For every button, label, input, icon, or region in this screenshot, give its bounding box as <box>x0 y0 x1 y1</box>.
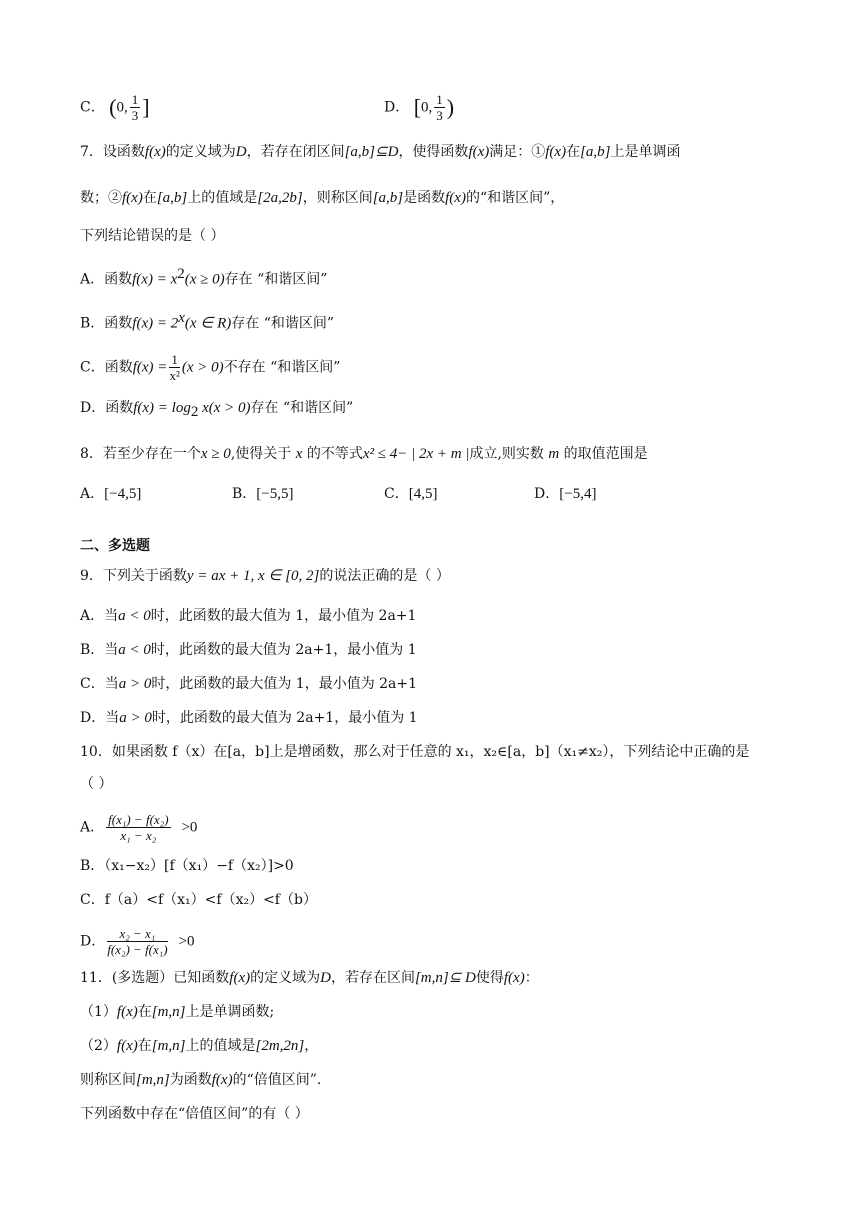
q10-option-a: A． $\frac{\text{f(x₁) − f(x₂)}}{\text{x₁ − x₂}}$ >0 <box>80 812 198 843</box>
section-heading: 二、多选题 <box>80 538 150 554</box>
q6-option-c: C． (0, $\frac{1}{3}$ ] <box>80 92 150 123</box>
q10-option-d: D． $\frac{\text{x₂ − x₁}}{\text{f(x₂) − f(x₁)}}$ >0 <box>80 926 195 957</box>
fraction: $\frac{\text{f(x₁) − f(x₂)}}{\text{x₁ − x₂}}$ <box>108 812 169 843</box>
q11-conclusion: 则称区间[m,n]为函数f(x)的“倍值区间”. <box>80 1072 322 1088</box>
q11-stem: 11．(多选题）已知函数f(x)的定义域为D，若存在区间[m,n]⊆ D使得f(x)： <box>80 970 539 986</box>
q10-option-b: B．（x₁−x₂）[f（x₁）−f（x₂）]>0 <box>80 858 294 874</box>
q7-stem-line1: 7．设函数f(x)的定义域为D，若存在闭区间[a,b]⊆D，使得函数f(x)满足：①f(x)在[a,b]上是单调函 <box>80 144 681 160</box>
q9-option-b: B．当a < 0时，此函数的最大值为 2a+1，最小值为 1 <box>80 642 417 658</box>
q11-question: 下列函数中存在“倍值区间”的有（ ） <box>80 1106 309 1122</box>
q9-option-c: C．当a > 0时，此函数的最大值为 1，最小值为 2a+1 <box>80 676 418 692</box>
q7-option-b: B．函数$f(x) = 2^x(x$ ∈ R)存在 “和谐区间” <box>80 310 335 332</box>
q9-option-d: D．当a > 0时，此函数的最大值为 2a+1，最小值为 1 <box>80 710 418 726</box>
q9-stem: 9．下列关于函数y = ax + 1, x ∈ [0, 2]的说法正确的是（ ） <box>80 568 450 584</box>
q10-stem: 10．如果函数 f（x）在[a，b]上是增函数，那么对于任意的 x₁，x₂∈[a，b]（x₁≠x₂），下列结论中正确的是 <box>80 744 750 760</box>
q8-stem: 8．若至少存在一个x ≥ 0,使得关于 x 的不等式x² ≤ 4− | 2x + m |成立,则实数 m 的取值范围是 <box>80 446 648 462</box>
fraction: $\frac{1}{3}$ <box>131 92 139 123</box>
q7-option-a: A．函数$f(x) = x^2(x \ge 0)$存在 “和谐区间” <box>80 266 328 288</box>
q10-option-c: C．f（a）<f（x₁）<f（x₂）<f（b） <box>80 892 317 908</box>
q6-option-d: D． [0, $\frac{1}{3}$ ) <box>384 92 455 123</box>
q8-option-b: B．[−5,5] <box>232 486 294 502</box>
q7-option-d: D．函数$f(x) = \log_2 x(x > 0)$存在 “和谐区间” <box>80 400 354 420</box>
q8-option-d: D．[−5,4] <box>534 486 597 502</box>
q8-option-a: A．[−4,5] <box>80 486 142 502</box>
fraction: $\frac{1}{3}$ <box>436 92 443 123</box>
q9-option-a: A．当a < 0时，此函数的最大值为 1，最小值为 2a+1 <box>80 608 417 624</box>
q8-option-c: C．[4,5] <box>384 486 438 502</box>
q7-stem-line2: 数；②f(x)在[a,b]上的值域是[2a,2b]，则称区间[a,b]是函数f(x)的“和谐区间”， <box>80 190 565 206</box>
q11-condition-1: （1）f(x)在[m,n]上是单调函数; <box>80 1004 275 1020</box>
q11-condition-2: （2）f(x)在[m,n]上的值域是[2m,2n]， <box>80 1038 319 1054</box>
q7-stem-line3: 下列结论错误的是（ ） <box>80 228 225 244</box>
q10-stem-paren: （ ） <box>80 776 113 792</box>
fraction: $\frac{1}{\text{x²}}$ <box>169 352 180 383</box>
q7-option-c: C．函数f(x) = $\frac{1}{\text{x²}}$ (x > 0)不存在 “和谐区间” <box>80 352 341 383</box>
fraction: $\frac{\text{x₂ − x₁}}{\text{f(x₂) − f(x₁)}}$ <box>107 926 168 957</box>
